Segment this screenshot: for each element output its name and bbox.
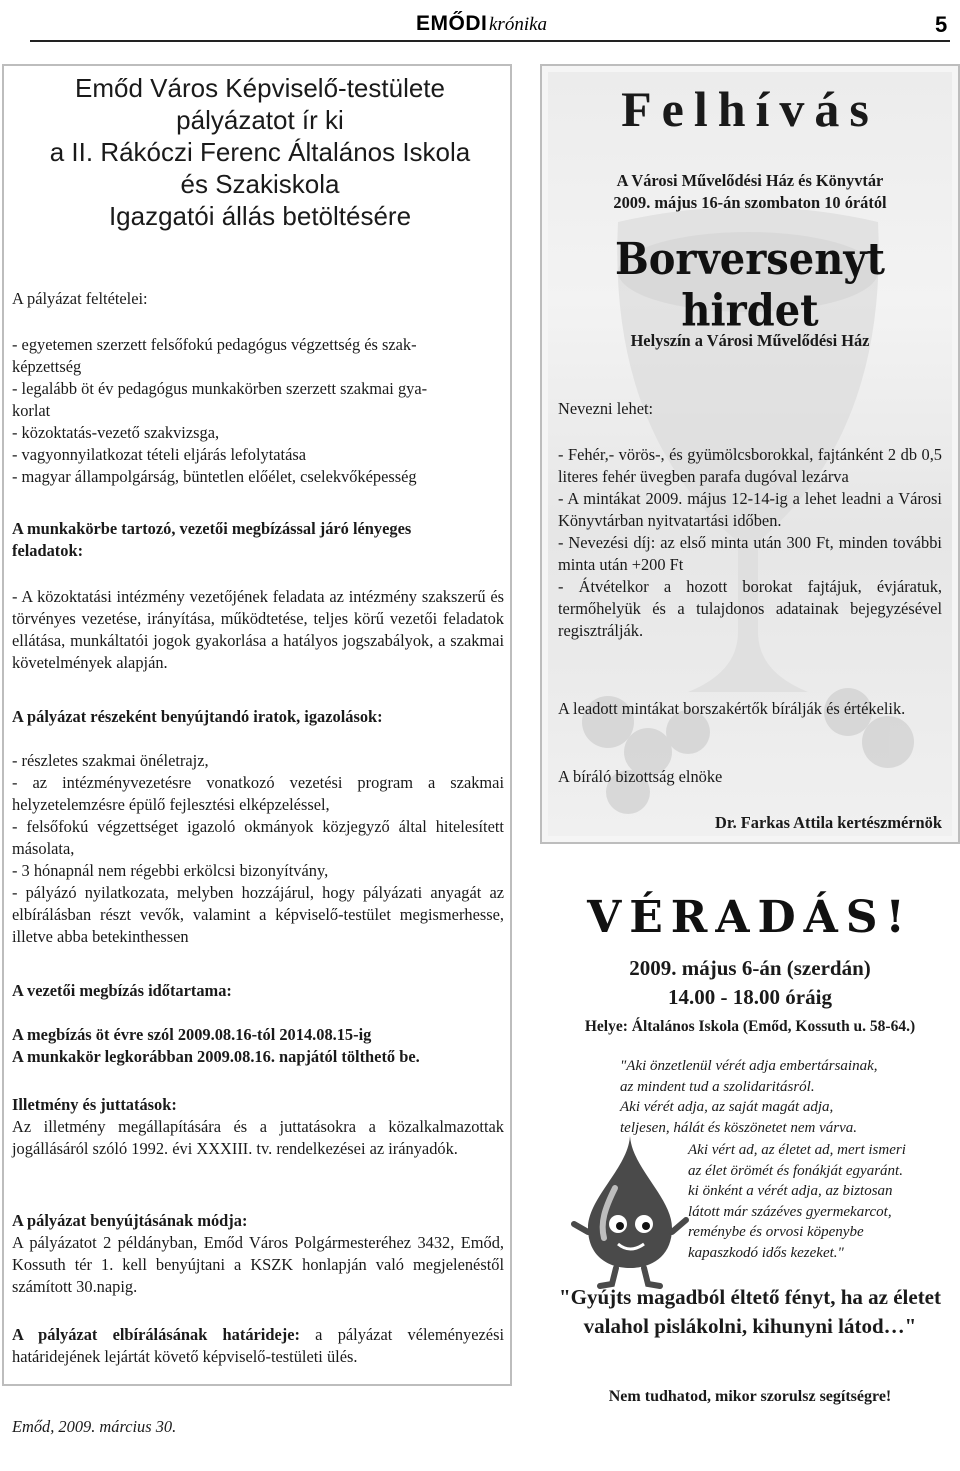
term-line: A munkakör legkorábban 2009.08.16. napjától tölthető be. <box>12 1047 420 1066</box>
term-heading: A vezetői megbízás időtartama: <box>12 981 232 1000</box>
contest-intro <box>558 170 942 214</box>
rule-item: - A mintákat 2009. május 12-14-ig a lehet leadni a Városi Könyvtárban nyitvatartási időben. <box>558 489 942 530</box>
masthead-subtitle: krónika <box>489 14 548 35</box>
closing-quote: "Gyújts magadból éltető fényt, ha az életet valahol pislákolni, kihunyni látod…" <box>559 1285 941 1338</box>
masthead-brand: EMŐDI <box>416 12 488 35</box>
poem-line: reménybe és orvosi köpenybe <box>688 1224 864 1240</box>
documents-list <box>12 750 504 948</box>
poem-line: látott már százéves gyermekarcot, <box>688 1203 892 1220</box>
closing-note: Nem tudhatod, mikor szorulsz segítségre! <box>608 1388 892 1405</box>
deadline-block <box>12 1324 504 1368</box>
title-line: és Szakiskola <box>180 169 340 199</box>
felhivas-title: Felhívás <box>621 81 879 137</box>
rule-item: - Átvételkor a hozott borokat fajtájuk, évjáratuk, termőhelyük és a tulajdonos adatainak bejegyzésével regisztrálják. <box>558 577 942 640</box>
page-number: 5 <box>935 12 948 37</box>
jury-chair-name: Dr. Farkas Attila kertészmérnök <box>714 813 942 832</box>
documents-heading: A pályázat részeként benyújtandó iratok, igazolások: <box>12 707 383 726</box>
conditions-heading: A pályázat feltételei: <box>12 289 148 308</box>
title-line: pályázatot ír ki <box>176 105 344 135</box>
contest-date: 2009. május 16-án szombaton 10 órától <box>613 193 887 212</box>
poem-line: teljesen, hálát és köszönetet nem várva. <box>620 1119 858 1136</box>
contest-venue: Helyszín a Városi Művelődési Ház <box>630 331 870 350</box>
title-line: Emőd Város Képviselő-testülete <box>75 73 445 103</box>
rule-item: - Nevezési díj: az első minta után 300 Ft, minden további minta után +200 Ft <box>558 533 942 574</box>
term-block <box>12 1024 504 1068</box>
deadline-text: a pályázat véleményezési határidejének lejártát követő képviselő-testületi ülés. <box>12 1325 504 1366</box>
header-rule <box>30 40 950 42</box>
title-line: Igazgatói állás betöltésére <box>108 201 412 231</box>
entry-rules <box>558 444 942 642</box>
list-item: - 3 hónapnál nem régebbi erkölcsi bizonyítvány, <box>12 861 329 880</box>
list-item: - részletes szakmai önéletrajz, <box>12 751 209 770</box>
duties-heading <box>12 518 504 562</box>
salary-text: Az illetmény megállapítására és a juttatásokra a közalkalmazottak jogállásáról szóló 1992. évi XXXIII. tv. rendelkezései az irányadók. <box>12 1117 504 1158</box>
signature: Emőd, 2009. március 30. <box>12 1417 177 1436</box>
organizer: A Városi Művelődési Ház és Könyvtár <box>616 171 884 190</box>
poem-line: az mindent tud a szolidaritásról. <box>620 1078 815 1095</box>
veradas-time: 14.00 - 18.00 óráig <box>668 985 832 1009</box>
announcement-title <box>20 72 500 232</box>
poem-top <box>620 1056 878 1138</box>
list-item: - felsőfokú végzettséget igazoló okmányok közjegyző által hitelesített másolata, <box>12 817 504 858</box>
conditions-list <box>12 334 504 488</box>
title-line: a II. Rákóczi Ferenc Általános Iskola <box>49 137 471 167</box>
entry-label: Nevezni lehet: <box>558 399 654 418</box>
duties-text: - A közoktatási intézmény vezetőjének feladata az intézmény szakszerű és törvényes vezetése, irányítása, működtetése, teljes körű vezetői feladatok ellátása, munkáltatói jogok gyakorlása a hatályos jogszabályok, a szakmai követelmények alapján. <box>12 587 504 672</box>
poem-line: "Aki önzetlenül vérét adja embertársainak, <box>620 1058 878 1074</box>
submission-heading: A pályázat benyújtásának módja: <box>12 1211 248 1230</box>
poem-line: Aki vérét adja, az saját magát adja, <box>620 1099 834 1115</box>
rule-item: - Fehér,- vörös-, és gyümölcsborokkal, fajtánként 2 db 0,5 literes fehér üvegben parafa dugóval lezárva <box>558 445 942 486</box>
deadline-heading: A pályázat elbírálásának határideje: <box>12 1325 300 1344</box>
poem-line: Aki vért ad, az életet ad, mert ismeri <box>688 1142 906 1158</box>
list-item: - legalább öt év pedagógus munkakörben szerzett szakmai gya- <box>12 379 428 398</box>
veradas-place: Helye: Általános Iskola (Emőd, Kossuth u. 58-64.) <box>584 1018 916 1035</box>
list-item: - egyetemen szerzett felsőfokú pedagógus végzettség és szak- <box>12 335 417 354</box>
poem-line: ki önként a vérét adja, az biztosan <box>688 1183 893 1199</box>
list-item: képzettség <box>12 357 82 376</box>
jury-chair-label: A bíráló bizottság elnöke <box>558 767 723 786</box>
veradas-date: 2009. május 6-án (szerdán) <box>629 956 871 980</box>
veradas-title: VÉRADÁS! <box>587 892 913 943</box>
poem-line: kapaszkodó idős kezeket." <box>688 1244 844 1261</box>
list-item: korlat <box>12 401 51 420</box>
page-header <box>0 0 960 46</box>
poem-line: az élet örömét és fonákját egyaránt. <box>688 1162 903 1179</box>
term-line: A megbízás öt évre szól 2009.08.16-tól 2014.08.15-ig <box>12 1025 372 1044</box>
contest-headline: Borversenyt hirdet <box>614 233 886 337</box>
list-item: - magyar állampolgárság, büntetlen előélet, cselekvőképesség <box>12 467 417 486</box>
list-item: - vagyonnyilatkozat tételi eljárás lefolytatása <box>12 445 306 464</box>
submission-block <box>12 1210 504 1298</box>
salary-heading: Illetmény és juttatások: <box>12 1095 177 1114</box>
poem-bottom <box>688 1140 906 1263</box>
submission-text: A pályázatot 2 példányban, Emőd Város Polgármesteréhez 3432, Emőd, Kossuth tér 1. kell benyújtani a KSZK honlapján való megjelenéstől számított 30.napig. <box>12 1233 504 1296</box>
list-item: - pályázó nyilatkozata, melyben hozzájárul, hogy pályázati anyagát az elbírálásban részt vevők, valamint a képviselő-testület megismerhesse, illetve abba betekinthessen <box>12 883 504 946</box>
duties-heading-line: feladatok: <box>12 541 84 560</box>
duties-heading-line: A munkakörbe tartozó, vezetői megbízással járó lényeges <box>12 519 412 538</box>
salary-block <box>12 1094 504 1160</box>
judging-note: A leadott mintákat borszakértők bírálják és értékelik. <box>558 699 906 718</box>
list-item: - az intézményvezetésre vonatkozó vezetési program a szakmai helyzetelemzésre épülő fejlesztési elképzeléssel, <box>12 773 504 814</box>
list-item: - közoktatás-vezető szakvizsga, <box>12 423 220 442</box>
blood-drop-icon <box>570 1128 690 1293</box>
